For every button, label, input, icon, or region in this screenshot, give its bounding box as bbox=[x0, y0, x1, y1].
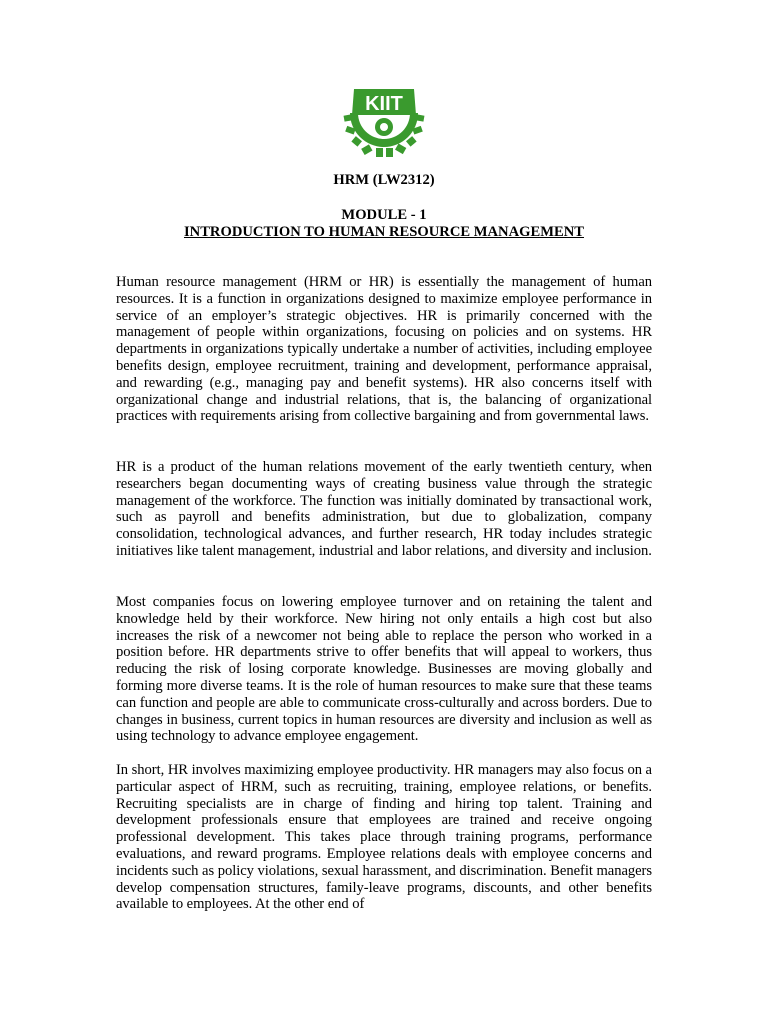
paragraph: In short, HR involves maximizing employee productivity. HR managers may also focus on a particular aspect of HRM, such as recruiting, training, employee relations, or benefits. Recruiting specialists are in charge of finding and hiring top talent. Training and development professionals ensure that employees are trained and receive ongoing professional development. This takes place through training programs, performance evaluations, and reward programs. Employee relations deals with employee concerns and incidents such as policy violations, sexual harassment, and discrimination. Benefit managers develop compensation structures, family-leave programs, discounts, and other benefits available to employees. At the other end of bbox=[116, 762, 652, 913]
module-label: MODULE - 1 bbox=[341, 207, 427, 223]
paragraph: HR is a product of the human relations movement of the early twentieth century, when researchers began documenting ways of creating business value through the strategic management of the workforce. The function was initially dominated by transactional work, such as payroll and benefits administration, but due to globalization, company consolidation, technological advances, and further research, HR today includes strategic initiatives like talent management, industrial and labor relations, and diversity and inclusion. bbox=[116, 459, 652, 559]
kiit-logo-icon bbox=[340, 85, 428, 157]
paragraph: Human resource management (HRM or HR) is essentially the management of human resources. It is a function in organizations designed to maximize employee performance in service of an employer’s strategic objectives. HR is primarily concerned with the management of people within organizations, focusing on policies and on systems. HR departments in organizations typically undertake a number of activities, including employee benefits design, employee recruitment, training and development, performance appraisal, and rewarding (e.g., managing pay and benefit systems). HR also concerns itself with organizational change and industrial relations, that is, the balancing of organizational practices with requirements arising from collective bargaining and from governmental laws. bbox=[116, 274, 652, 425]
course-code: HRM (LW2312) bbox=[333, 172, 435, 188]
module-title: INTRODUCTION TO HUMAN RESOURCE MANAGEMENT bbox=[183, 224, 584, 240]
paragraph: Most companies focus on lowering employee turnover and on retaining the talent and knowledge held by their workforce. New hiring not only entails a high cost but also increases the risk of a newcomer not being able to replace the person who worked in a position before. HR departments strive to offer benefits that will appeal to workers, thus reducing the risk of losing corporate knowledge. Businesses are moving globally and forming more diverse teams. It is the role of human resources to make sure that these teams can function and people are able to communicate cross-culturally and across borders. Due to changes in business, current topics in human resources are diversity and inclusion as well as using technology to advance employee engagement. bbox=[116, 594, 652, 745]
logo-lettering: KIIT bbox=[365, 93, 403, 115]
